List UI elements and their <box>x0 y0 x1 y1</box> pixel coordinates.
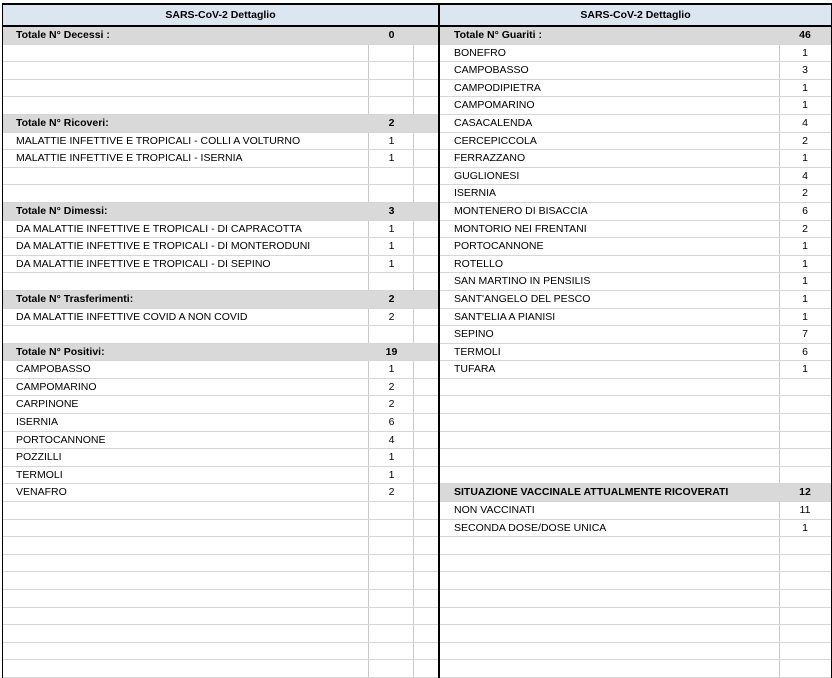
row-label: PORTOCANNONE <box>16 433 106 446</box>
table-row <box>3 62 438 80</box>
row-count: 1 <box>388 222 395 235</box>
row-count: 6 <box>802 204 808 217</box>
total-row <box>3 115 438 133</box>
table-row <box>3 80 438 98</box>
row-count: 1 <box>802 521 808 534</box>
table-row <box>3 484 438 502</box>
table-row <box>440 414 831 432</box>
row-label: CAMPOMARINO <box>454 99 535 112</box>
table-row <box>440 62 831 80</box>
row-count: 4 <box>802 116 808 129</box>
row-label: Totale N° Guariti : <box>454 29 543 41</box>
table-row <box>3 379 438 397</box>
row-count: 3 <box>802 64 808 77</box>
row-count: 2 <box>388 486 395 499</box>
row-count: 2 <box>388 310 395 323</box>
row-count: 1 <box>802 310 808 323</box>
row-count: 19 <box>385 345 398 358</box>
table-row <box>440 115 831 133</box>
table-row <box>440 168 831 186</box>
row-label: FERRAZZANO <box>454 152 526 165</box>
table-row <box>440 537 831 555</box>
table-row <box>3 449 438 467</box>
row-label: SANT'ELIA A PIANISI <box>454 310 556 323</box>
table-row <box>3 238 438 256</box>
table-row <box>3 520 438 538</box>
row-label: POZZILLI <box>16 451 62 464</box>
table-row <box>440 291 831 309</box>
row-count: 1 <box>802 275 808 288</box>
row-label: DA MALATTIE INFETTIVE E TROPICALI - DI CAPRACOTTA <box>16 222 302 235</box>
row-count: 1 <box>388 468 395 481</box>
row-label: SECONDA DOSE/DOSE UNICA <box>454 521 607 534</box>
row-count: 46 <box>799 29 811 41</box>
row-count: 1 <box>802 240 808 253</box>
row-count: 1 <box>802 46 808 59</box>
table-row <box>3 97 438 115</box>
row-count: 1 <box>802 292 808 305</box>
table-row <box>3 133 438 151</box>
row-count: 2 <box>802 222 808 235</box>
row-count: 1 <box>388 363 395 376</box>
row-label: CAMPOMARINO <box>16 380 97 393</box>
table-row <box>3 537 438 555</box>
row-label: ISERNIA <box>16 416 59 429</box>
table-row <box>3 185 438 203</box>
table-row <box>440 344 831 362</box>
row-count: 1 <box>802 152 808 165</box>
table-row <box>440 203 831 221</box>
table-row <box>3 572 438 590</box>
table-row <box>3 643 438 661</box>
row-label: CAMPOBASSO <box>454 64 529 77</box>
row-label: GUGLIONESI <box>454 169 520 182</box>
row-count: 4 <box>388 433 395 446</box>
row-label: SAN MARTINO IN PENSILIS <box>454 275 591 288</box>
row-count: 12 <box>799 486 811 499</box>
table-row <box>440 273 831 291</box>
total-row <box>440 27 831 45</box>
row-label: VENAFRO <box>16 486 67 499</box>
row-label: SEPINO <box>454 328 494 341</box>
table-row <box>3 432 438 450</box>
row-label: DA MALATTIE INFETTIVE E TROPICALI - DI SEPINO <box>16 257 271 270</box>
row-count: 1 <box>802 257 808 270</box>
table-row <box>440 361 831 379</box>
table-row <box>440 590 831 608</box>
table-row <box>3 414 438 432</box>
table-row <box>440 432 831 450</box>
table-row <box>3 168 438 186</box>
table-row <box>440 625 831 643</box>
left-detail-table <box>2 3 440 678</box>
table-row <box>3 309 438 327</box>
row-label: MONTENERO DI BISACCIA <box>454 204 588 217</box>
table-row <box>440 379 831 397</box>
table-row <box>3 221 438 239</box>
table-row <box>3 660 438 678</box>
row-label: CARPINONE <box>16 398 79 411</box>
table-row <box>440 396 831 414</box>
right-table-rows <box>440 27 831 678</box>
table-row <box>3 467 438 485</box>
row-label: TERMOLI <box>16 468 63 481</box>
row-label: DA MALATTIE INFETTIVE COVID A NON COVID <box>16 310 248 323</box>
row-label: CASACALENDA <box>454 116 533 129</box>
table-row <box>3 502 438 520</box>
row-label: MALATTIE INFETTIVE E TROPICALI - COLLI A VOLTURNO <box>16 134 301 147</box>
row-label: BONEFRO <box>454 46 506 59</box>
table-row <box>440 133 831 151</box>
right-detail-table <box>438 3 832 678</box>
row-count: 1 <box>388 152 395 165</box>
table-row <box>3 625 438 643</box>
row-count: 6 <box>388 416 395 429</box>
table-row <box>440 643 831 661</box>
row-label: CAMPOBASSO <box>16 363 91 376</box>
table-row <box>3 273 438 291</box>
row-label: Totale N° Positivi: <box>16 345 105 358</box>
row-label: PORTOCANNONE <box>454 240 544 253</box>
table-row <box>440 97 831 115</box>
table-row <box>440 238 831 256</box>
row-count: 2 <box>802 134 808 147</box>
table-row <box>440 502 831 520</box>
row-label: TERMOLI <box>454 345 501 358</box>
row-count: 1 <box>388 240 395 253</box>
table-row <box>440 660 831 678</box>
row-label: NON VACCINATI <box>454 504 535 517</box>
table-row <box>440 520 831 538</box>
table-row <box>440 45 831 63</box>
row-count: 2 <box>388 398 395 411</box>
row-count: 0 <box>388 29 395 41</box>
table-row <box>440 555 831 573</box>
row-label: SANT'ANGELO DEL PESCO <box>454 292 591 305</box>
table-row <box>3 326 438 344</box>
table-row <box>440 326 831 344</box>
table-row <box>3 45 438 63</box>
row-count: 6 <box>802 345 808 358</box>
row-count: 1 <box>802 99 808 112</box>
total-row <box>3 344 438 362</box>
row-count: 1 <box>388 134 395 147</box>
table-row <box>440 449 831 467</box>
table-row <box>440 608 831 626</box>
table-row <box>3 150 438 168</box>
row-label: ROTELLO <box>454 257 504 270</box>
row-count: 4 <box>802 169 808 182</box>
row-label: MALATTIE INFETTIVE E TROPICALI - ISERNIA <box>16 152 243 165</box>
row-label: Totale N° Trasferimenti: <box>16 292 134 305</box>
left-table-rows <box>3 27 438 678</box>
total-row <box>440 484 831 502</box>
table-row <box>3 608 438 626</box>
row-label: Totale N° Decessi : <box>16 29 110 41</box>
row-count: 2 <box>388 116 395 129</box>
table-row <box>3 555 438 573</box>
row-label: SITUAZIONE VACCINALE ATTUALMENTE RICOVERATI <box>454 486 729 499</box>
row-count: 1 <box>802 81 808 94</box>
row-count: 1 <box>388 451 395 464</box>
right-table-title: SARS-CoV-2 Dettaglio <box>440 5 831 27</box>
total-row <box>3 203 438 221</box>
total-row <box>3 27 438 45</box>
row-count: 1 <box>802 363 808 376</box>
table-row <box>3 256 438 274</box>
row-count: 7 <box>802 328 808 341</box>
table-row <box>3 590 438 608</box>
row-label: CERCEPICCOLA <box>454 134 537 147</box>
row-count: 2 <box>802 187 808 200</box>
table-row <box>440 467 831 485</box>
table-row <box>440 309 831 327</box>
row-label: DA MALATTIE INFETTIVE E TROPICALI - DI MONTERODUNI <box>16 240 311 253</box>
table-row <box>440 150 831 168</box>
table-row <box>3 396 438 414</box>
row-count: 1 <box>388 257 395 270</box>
row-label: CAMPODIPIETRA <box>454 81 541 94</box>
row-count: 2 <box>388 292 395 305</box>
table-row <box>440 572 831 590</box>
row-label: Totale N° Dimessi: <box>16 204 108 217</box>
total-row <box>3 291 438 309</box>
row-label: ISERNIA <box>454 187 497 200</box>
table-row <box>440 221 831 239</box>
row-count: 3 <box>388 204 395 217</box>
row-count: 11 <box>799 504 811 517</box>
row-label: Totale N° Ricoveri: <box>16 116 109 129</box>
row-count: 2 <box>388 380 395 393</box>
table-row <box>440 256 831 274</box>
table-row <box>440 185 831 203</box>
row-label: TUFARA <box>454 363 496 376</box>
row-label: MONTORIO NEI FRENTANI <box>454 222 587 235</box>
left-table-title: SARS-CoV-2 Dettaglio <box>3 5 438 27</box>
table-row <box>3 361 438 379</box>
table-row <box>440 80 831 98</box>
